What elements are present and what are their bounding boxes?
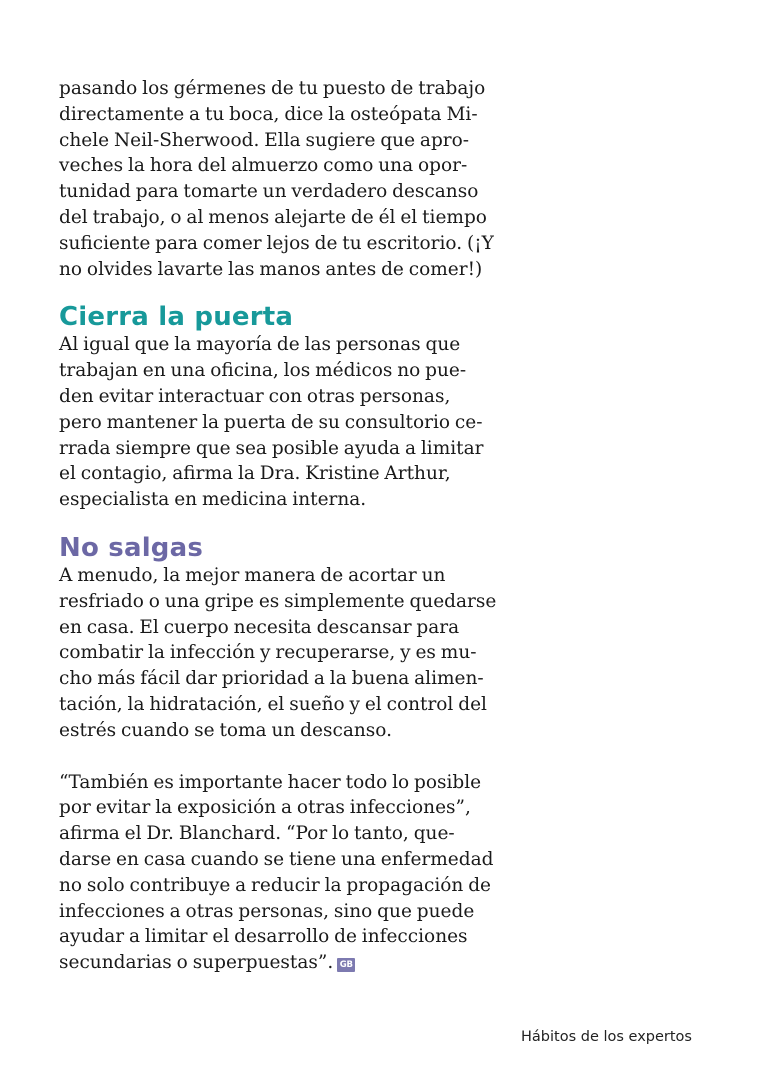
- text-line: pero mantener la puerta de su consultorio ce-: [59, 411, 483, 433]
- text-line: especialista en medicina interna.: [59, 489, 367, 511]
- section-paragraph: [59, 563, 504, 744]
- text-line: chele Neil-Sherwood. Ella sugiere que apro-: [59, 129, 470, 151]
- text-line: infecciones a otras personas, sino que puede: [59, 900, 475, 922]
- text-line: trabajan en una oficina, los médicos no pue-: [59, 360, 467, 382]
- text-line: veches la hora del almuerzo como una opor-: [59, 155, 468, 177]
- text-line: resfriado o una gripe es simplemente quedarse: [59, 590, 497, 612]
- text-line: pasando los gérmenes de tu puesto de trabajo: [59, 78, 486, 99]
- text-line: el contagio, afirma la Dra. Kristine Arthur,: [59, 463, 451, 485]
- text-line: tación, la hidratación, el sueño y el control del: [59, 693, 487, 715]
- section-paragraph: [59, 332, 504, 513]
- text-line: den evitar interactuar con otras personas,: [59, 385, 451, 407]
- text-line: darse en casa cuando se tiene una enfermedad: [59, 848, 494, 870]
- text-line: Al igual que la mayoría de las personas que: [59, 334, 461, 356]
- text-line: no olvides lavarte las manos antes de comer!): [59, 258, 483, 280]
- text-line: del trabajo, o al menos alejarte de él el tiempo: [59, 206, 487, 228]
- text-line: cho más fácil dar prioridad a la buena alimen-: [59, 668, 484, 690]
- text-line: “También es importante hacer todo lo posible: [59, 771, 482, 793]
- text-line: rrada siempre que sea posible ayuda a limitar: [59, 437, 484, 459]
- text-line: por evitar la exposición a otras infecciones”,: [59, 797, 471, 819]
- end-of-article-icon: GB: [337, 958, 355, 972]
- page-footer-running-title: Hábitos de los expertos: [521, 1029, 692, 1045]
- text-line-last: [59, 950, 504, 976]
- text-line: ayudar a limitar el desarrollo de infecciones: [59, 926, 468, 948]
- text-line: no solo contribuye a reducir la propagación de: [59, 874, 492, 896]
- section-heading-no-salgas: No salgas: [59, 532, 204, 563]
- text-line-content: secundarias o superpuestas”.: [59, 952, 334, 974]
- text-line: en casa. El cuerpo necesita descansar para: [59, 616, 460, 638]
- text-line: afirma el Dr. Blanchard. “Por lo tanto, que-: [59, 823, 455, 845]
- section-heading-cierra-la-puerta: Cierra la puerta: [59, 302, 294, 333]
- paragraph-gap: [59, 744, 504, 770]
- text-line: A menudo, la mejor manera de acortar un: [59, 564, 446, 586]
- quote-paragraph: [59, 770, 504, 976]
- text-line: combatir la infección y recuperarse, y es mu-: [59, 642, 477, 664]
- text-line: tunidad para tomarte un verdadero descanso: [59, 181, 479, 203]
- intro-paragraph: [59, 76, 504, 282]
- text-line: directamente a tu boca, dice la osteópata Mi-: [59, 103, 478, 125]
- article-column: [59, 76, 504, 976]
- text-line: suficiente para comer lejos de tu escritorio. (¡Y: [59, 232, 494, 254]
- text-line: estrés cuando se toma un descanso.: [59, 719, 392, 741]
